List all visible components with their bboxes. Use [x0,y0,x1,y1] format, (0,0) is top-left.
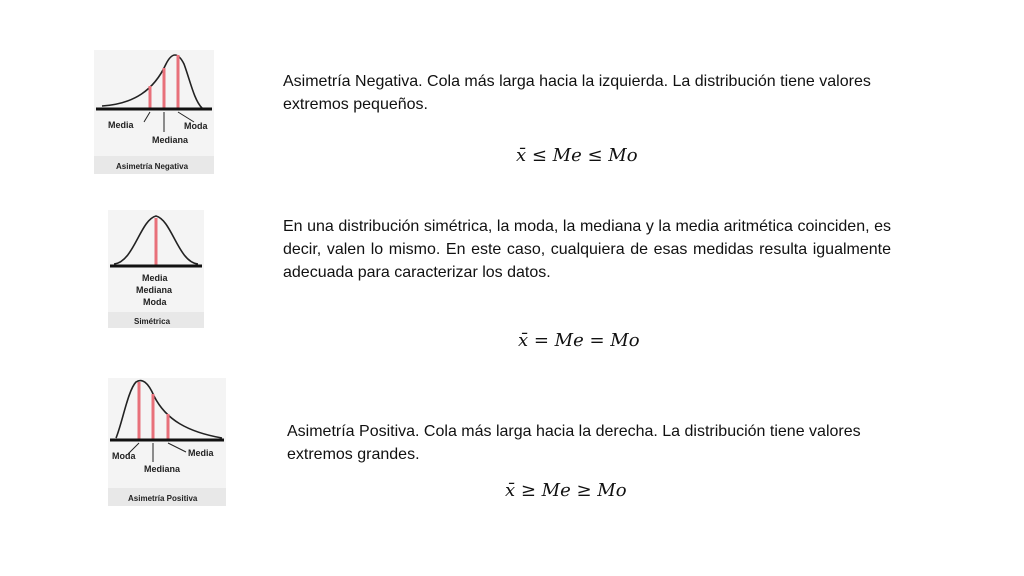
label-moda: Moda [143,297,167,307]
figure-positive-skew [108,378,226,506]
label-media: Media [108,120,134,130]
symmetric-description: En una distribución simétrica, la moda, la mediana y la media aritmética coinciden, es decir, valen lo mismo. En este caso, cualquiera de esas medidas resulta igualmente adecuada para caracterizar los datos. [283,218,891,281]
caption-negative: Asimetría Negativa [116,162,189,171]
caption-positive: Asimetría Positiva [128,494,198,503]
symmetric-formula: x̄ = Me = Mo [518,330,640,351]
label-media: Media [188,448,214,458]
negative-skew-formula: x̄ ≤ Me ≤ Mo [516,145,638,166]
positive-skew-formula: x̄ ≥ Me ≥ Mo [505,480,627,501]
label-moda: Moda [184,121,208,131]
figure-negative-skew [94,50,214,174]
label-mediana: Mediana [152,135,189,145]
positive-skew-description: Asimetría Positiva. Cola más larga hacia la derecha. La distribución tiene valores extremos grandes. [287,423,861,463]
label-mediana: Mediana [136,285,173,295]
label-mediana: Mediana [144,464,181,474]
label-media: Media [142,273,168,283]
label-moda: Moda [112,451,136,461]
figure-symmetric [108,210,204,328]
caption-symmetric: Simétrica [134,317,171,326]
negative-skew-description: Asimetría Negativa. Cola más larga hacia la izquierda. La distribución tiene valores extremos pequeños. [283,73,871,113]
